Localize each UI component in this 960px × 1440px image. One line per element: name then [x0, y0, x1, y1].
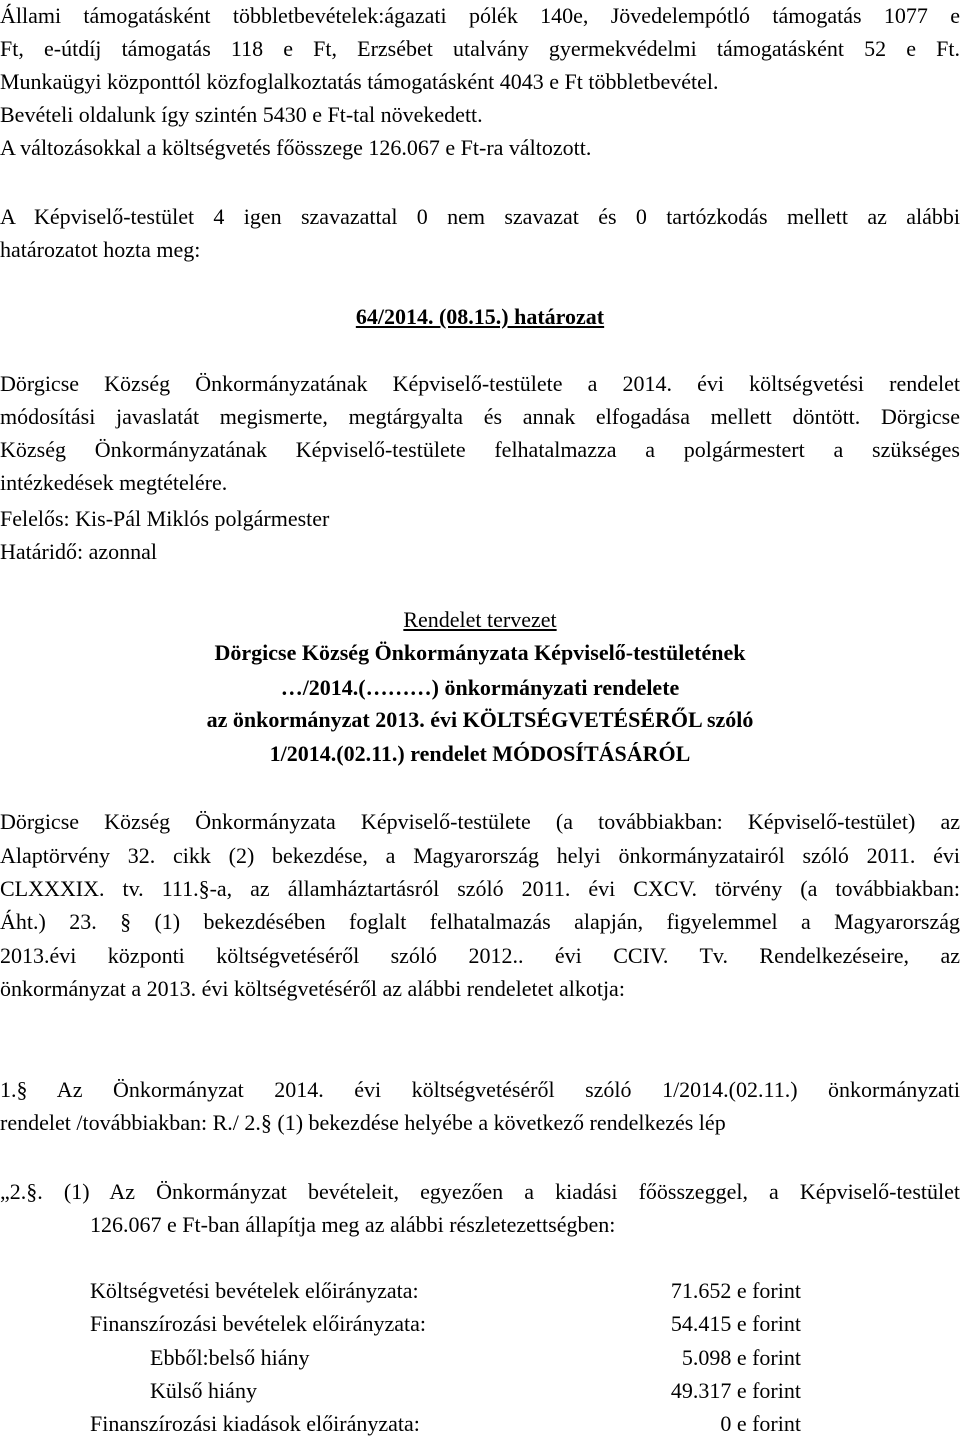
- deadline-line: Határidő: azonnal: [0, 539, 157, 564]
- regulation-title-line: az önkormányzat 2013. évi KÖLTSÉGVETÉSÉRŐL szóló: [206, 707, 754, 732]
- table-row-label: Költségvetési bevételek előirányzata:: [90, 1278, 419, 1303]
- preamble-line: Áht.) 23. § (1) bekezdésében foglalt felhatalmazás alapján, figyelemmel a Magyarország: [0, 909, 960, 934]
- section2-line: „2.§. (1) Az Önkormányzat bevételeit, egyezően a kiadási főösszeggel, a Képviselő-testület: [0, 1179, 960, 1204]
- table-row-amount: 0 e forint: [720, 1411, 801, 1436]
- table-row-amount: 54.415 e forint: [670, 1311, 801, 1336]
- intro-line: Bevételi oldalunk így szintén 5430 e Ft-tal növekedett.: [0, 102, 483, 127]
- regulation-title-line: 1/2014.(02.11.) rendelet MÓDOSÍTÁSÁRÓL: [269, 741, 691, 766]
- intro-line: Ft, e-útdíj támogatás 118 e Ft, Erzsébet utalvány gyermekvédelmi támogatásként 52 e Ft.: [0, 36, 960, 61]
- resolution-title: 64/2014. (08.15.) határozat: [355, 304, 605, 329]
- resolution-line: intézkedések megtételére.: [0, 470, 228, 495]
- vote-line: A Képviselő-testület 4 igen szavazattal 0 nem szavazat és 0 tartózkodás mellett az alábbi: [0, 204, 960, 229]
- preamble-line: Dörgicse Község Önkormányzata Képviselő-testülete (a továbbiakban: Képviselő-testület) az: [0, 809, 960, 834]
- resolution-line: Dörgicse Község Önkormányzatának Képviselő-testülete a 2014. évi költségvetési rendelet: [0, 371, 960, 396]
- preamble-line: Alaptörvény 32. cikk (2) bekezdése, a Magyarország helyi önkormányzatairól szóló 2011. évi: [0, 843, 960, 868]
- table-row-label: Külső hiány: [150, 1378, 257, 1403]
- regulation-title-line: …/2014.(………) önkormányzati rendelete: [280, 675, 680, 700]
- section1-line: 1.§ Az Önkormányzat 2014. évi költségvetéséről szóló 1/2014.(02.11.) önkormányzati: [0, 1077, 960, 1102]
- table-row-amount: 5.098 e forint: [681, 1345, 801, 1370]
- regulation-title-line: Dörgicse Község Önkormányzata Képviselő-testületének: [214, 640, 746, 665]
- resolution-line: Község Önkormányzatának Képviselő-testülete felhatalmazza a polgármestert a szükséges: [0, 437, 960, 462]
- intro-line: A változásokkal a költségvetés főösszege 126.067 e Ft-ra változott.: [0, 135, 592, 160]
- preamble-line: 2013.évi központi költségvetéséről szóló 2012.. évi CCIV. Tv. Rendelkezéseire, az: [0, 943, 960, 968]
- table-row-amount: 71.652 e forint: [670, 1278, 801, 1303]
- section1-line: rendelet /továbbiakban: R./ 2.§ (1) bekezdése helyébe a következő rendelkezés lép: [0, 1110, 726, 1135]
- section2-line: 126.067 e Ft-ban állapítja meg az alábbi részletezettségben:: [90, 1212, 616, 1237]
- table-row-label: Ebből:belső hiány: [150, 1345, 310, 1370]
- intro-line: Munkaügyi központtól közfoglalkoztatás támogatásként 4043 e Ft többletbevétel.: [0, 69, 719, 94]
- preamble-line: CLXXXIX. tv. 111.§-a, az államháztartásról szóló 2011. évi CXCV. törvény (a továbbiakban:: [0, 876, 960, 901]
- table-row-amount: 49.317 e forint: [670, 1378, 801, 1403]
- table-row-label: Finanszírozási kiadások előirányzata:: [90, 1411, 420, 1436]
- vote-line: határozatot hozta meg:: [0, 237, 201, 262]
- responsible-line: Felelős: Kis-Pál Miklós polgármester: [0, 506, 330, 531]
- intro-line: Állami támogatásként többletbevételek:ágazati pólék 140e, Jövedelempótló támogatás 1077 e: [0, 3, 960, 28]
- draft-label: Rendelet tervezet: [403, 607, 557, 632]
- preamble-line: önkormányzat a 2013. évi költségvetéséről az alábbi rendeletet alkotja:: [0, 976, 625, 1001]
- table-row-label: Finanszírozási bevételek előirányzata:: [90, 1311, 426, 1336]
- resolution-line: módosítási javaslatát megismerte, megtárgyalta és annak elfogadása mellett döntött. Dörgicse: [0, 404, 960, 429]
